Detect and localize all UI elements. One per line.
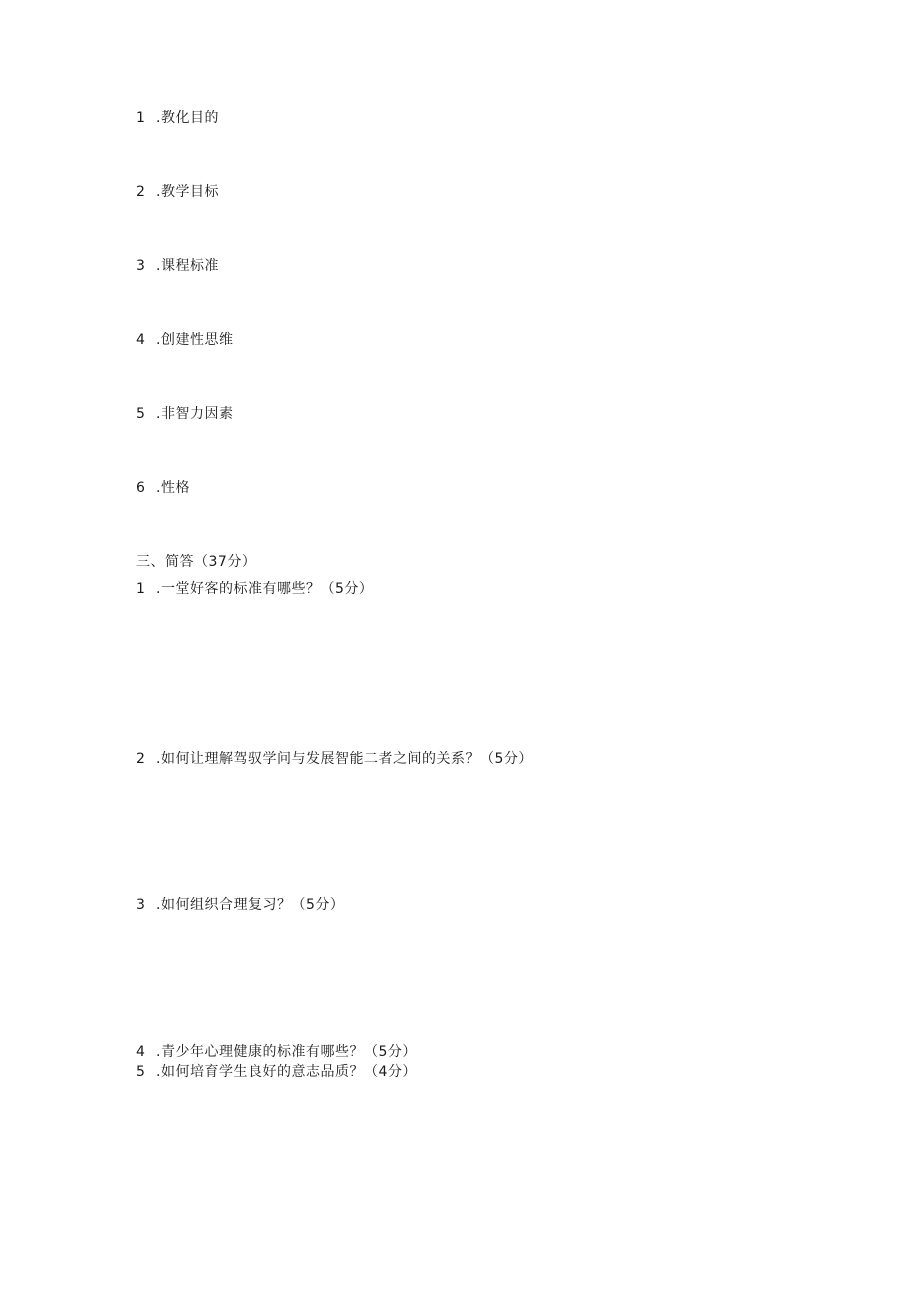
- term-text: .性格: [156, 480, 190, 496]
- term-text: .课程标准: [156, 258, 219, 274]
- question-number: 3: [136, 897, 146, 913]
- term-text: .教化目的: [156, 110, 219, 126]
- term-text: .非智力因素: [156, 406, 234, 422]
- question-item-4: [136, 1042, 417, 1062]
- term-text: .创建性思维: [156, 332, 234, 348]
- term-number: 3: [136, 258, 146, 274]
- term-item-1: [136, 108, 219, 128]
- question-text: .如何组织合理复习？（5分）: [156, 897, 345, 913]
- question-item-1: [136, 579, 373, 599]
- term-item-4: [136, 330, 233, 350]
- term-item-5: [136, 404, 233, 424]
- question-text: .青少年心理健康的标准有哪些？（5分）: [156, 1044, 417, 1060]
- question-number: 5: [136, 1064, 146, 1080]
- term-item-6: [136, 478, 190, 498]
- term-number: 2: [136, 184, 146, 200]
- question-text: .如何让理解驾驭学问与发展智能二者之间的关系？（5分）: [156, 751, 533, 767]
- question-number: 4: [136, 1044, 146, 1060]
- term-item-2: [136, 182, 219, 202]
- question-item-3: [136, 895, 344, 915]
- question-text: .一堂好客的标准有哪些？（5分）: [156, 581, 374, 597]
- question-item-2: [136, 749, 533, 769]
- term-item-3: [136, 256, 219, 276]
- term-number: 1: [136, 110, 146, 126]
- question-text: .如何培育学生良好的意志品质？（4分）: [156, 1064, 417, 1080]
- term-text: .教学目标: [156, 184, 219, 200]
- question-number: 2: [136, 751, 146, 767]
- term-number: 6: [136, 480, 146, 496]
- term-number: 5: [136, 406, 146, 422]
- question-item-5: [136, 1062, 417, 1082]
- section-heading: 三、简答（37分）: [136, 554, 257, 570]
- term-number: 4: [136, 332, 146, 348]
- question-number: 1: [136, 581, 146, 597]
